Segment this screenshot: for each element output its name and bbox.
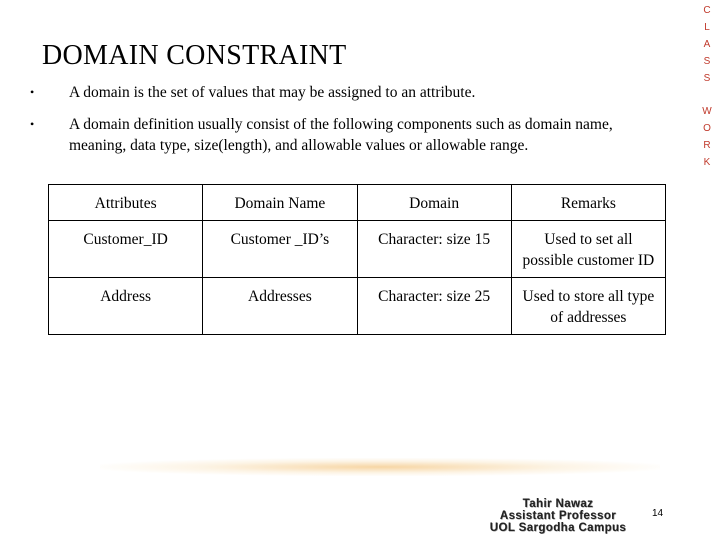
side-letter: L xyxy=(704,22,710,33)
side-label-gap xyxy=(700,87,714,103)
page-number: 14 xyxy=(652,508,664,519)
side-letter: C xyxy=(703,5,711,16)
table-cell: Customer _ID’s xyxy=(203,221,357,278)
footer-name: Tahir Nawaz xyxy=(522,498,594,510)
side-letter: K xyxy=(703,157,711,168)
table-row xyxy=(49,221,666,278)
column-header-domain: Domain xyxy=(357,185,511,221)
table-cell: Used to set all possible customer ID xyxy=(511,221,665,278)
column-header-remarks: Remarks xyxy=(511,185,665,221)
table-cell: Character: size 25 xyxy=(357,278,511,335)
table-cell: Character: size 15 xyxy=(357,221,511,278)
table-cell: Address xyxy=(49,278,203,335)
slide-title: DOMAIN CONSTRAINT xyxy=(42,40,347,71)
footer-role: Assistant Professor xyxy=(499,510,617,522)
table-cell: Used to store all type of addresses xyxy=(511,278,665,335)
bullet-text: A domain definition usually consist of the following components such as domain name, meaning, data type, size(length), and allowable values or allowable range. xyxy=(69,116,613,154)
column-header-domain-name: Domain Name xyxy=(203,185,357,221)
side-letter: S xyxy=(703,73,711,84)
side-letter: S xyxy=(703,56,711,67)
footer-signature xyxy=(478,498,638,534)
side-letter: O xyxy=(703,123,711,134)
side-letter: A xyxy=(703,39,711,50)
side-letter: W xyxy=(702,106,712,117)
footer-org: UOL Sargodha Campus xyxy=(489,522,627,534)
bullet-item xyxy=(30,114,660,156)
side-label-class-work xyxy=(700,2,714,171)
table-cell: Addresses xyxy=(203,278,357,335)
bullet-item xyxy=(30,82,660,103)
bullet-text: A domain is the set of values that may be assigned to an attribute. xyxy=(69,84,476,101)
column-header-attributes: Attributes xyxy=(49,185,203,221)
table-cell: Customer_ID xyxy=(49,221,203,278)
decorative-glow-line xyxy=(100,458,660,476)
domain-table xyxy=(48,184,666,335)
side-letter: R xyxy=(703,140,711,151)
bullet-glyph: • xyxy=(30,117,35,131)
table-header-row xyxy=(49,185,666,221)
bullet-list xyxy=(30,82,660,167)
table-row xyxy=(49,278,666,335)
bullet-glyph: • xyxy=(30,85,35,99)
